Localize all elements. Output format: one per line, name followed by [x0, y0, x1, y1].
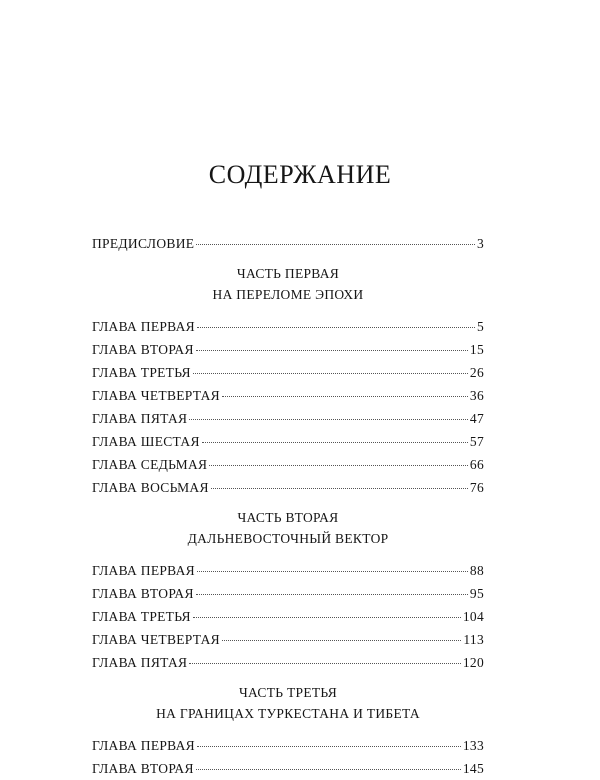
leader-dots [202, 442, 468, 443]
toc-entry[interactable] [92, 628, 484, 651]
part-heading [92, 682, 484, 724]
part-title: ЧАСТЬ ТРЕТЬЯ [238, 685, 338, 700]
toc-entry[interactable] [92, 734, 484, 757]
toc-entry[interactable] [92, 453, 484, 476]
entry-label: ПРЕДИСЛОВИЕ [92, 236, 195, 251]
toc-entry[interactable] [92, 651, 484, 674]
entry-page-number: 88 [469, 563, 484, 578]
part-subtitle: НА ПЕРЕЛОМЕ ЭПОХИ [212, 287, 364, 302]
toc-entry[interactable] [92, 407, 484, 430]
entry-label: ГЛАВА ВТОРАЯ [92, 586, 194, 601]
entry-label: ГЛАВА ШЕСТАЯ [92, 434, 200, 449]
entry-label: ГЛАВА ТРЕТЬЯ [92, 609, 191, 624]
entry-label: ГЛАВА ПЯТАЯ [92, 411, 188, 426]
leader-dots [189, 419, 468, 420]
leader-dots [196, 244, 475, 245]
toc-entry[interactable] [92, 605, 484, 628]
entry-page-number: 95 [469, 586, 484, 601]
entry-label: ГЛАВА ПЕРВАЯ [92, 738, 195, 753]
part-heading [92, 507, 484, 549]
leader-dots [189, 663, 460, 664]
leader-dots [196, 769, 461, 770]
entry-label: ГЛАВА ПЕРВАЯ [92, 563, 195, 578]
leader-dots [222, 640, 461, 641]
leader-dots [197, 571, 468, 572]
leader-dots [209, 465, 468, 466]
entry-page-number: 47 [469, 411, 484, 426]
entry-page-number: 104 [462, 609, 484, 624]
toc-entry[interactable] [92, 361, 484, 384]
toc-entry[interactable] [92, 476, 484, 499]
leader-dots [193, 617, 461, 618]
entry-label: ГЛАВА ВТОРАЯ [92, 342, 194, 357]
leader-dots [193, 373, 468, 374]
table-of-contents [92, 232, 484, 780]
entry-page-number: 113 [463, 632, 484, 647]
toc-entry[interactable] [92, 315, 484, 338]
leader-dots [222, 396, 468, 397]
entry-page-number: 120 [462, 655, 484, 670]
toc-entry[interactable] [92, 338, 484, 361]
entry-page-number: 76 [469, 480, 484, 495]
entry-label: ГЛАВА ТРЕТЬЯ [92, 365, 191, 380]
leader-dots [197, 746, 461, 747]
page-title: СОДЕРЖАНИЕ [208, 160, 392, 189]
entry-page-number: 3 [476, 236, 484, 251]
entry-page-number: 15 [469, 342, 484, 357]
entry-page-number: 66 [469, 457, 484, 472]
toc-entry[interactable] [92, 582, 484, 605]
entry-label: ГЛАВА ВОСЬМАЯ [92, 480, 209, 495]
leader-dots [197, 327, 475, 328]
leader-dots [211, 488, 468, 489]
entry-label: ГЛАВА ВТОРАЯ [92, 761, 194, 776]
entry-label: ГЛАВА ЧЕТВЕРТАЯ [92, 388, 220, 403]
part-subtitle: НА ГРАНИЦАХ ТУРКЕСТАНА И ТИБЕТА [156, 706, 420, 721]
part-subtitle: ДАЛЬНЕВОСТОЧНЫЙ ВЕКТОР [187, 531, 389, 546]
entry-page-number: 26 [469, 365, 484, 380]
part-heading [92, 263, 484, 305]
leader-dots [196, 594, 468, 595]
toc-entry-preface[interactable] [92, 232, 484, 255]
toc-entry[interactable] [92, 757, 484, 780]
leader-dots [196, 350, 468, 351]
toc-entry[interactable] [92, 430, 484, 453]
entry-page-number: 5 [476, 319, 484, 334]
entry-page-number: 133 [462, 738, 484, 753]
entry-label: ГЛАВА ПЕРВАЯ [92, 319, 195, 334]
entry-label: ГЛАВА ПЯТАЯ [92, 655, 188, 670]
part-title: ЧАСТЬ ПЕРВАЯ [236, 266, 340, 281]
toc-entry[interactable] [92, 559, 484, 582]
part-title: ЧАСТЬ ВТОРАЯ [237, 510, 339, 525]
entry-page-number: 145 [462, 761, 484, 776]
entry-label: ГЛАВА СЕДЬМАЯ [92, 457, 208, 472]
entry-label: ГЛАВА ЧЕТВЕРТАЯ [92, 632, 220, 647]
entry-page-number: 57 [469, 434, 484, 449]
toc-entry[interactable] [92, 384, 484, 407]
entry-page-number: 36 [469, 388, 484, 403]
